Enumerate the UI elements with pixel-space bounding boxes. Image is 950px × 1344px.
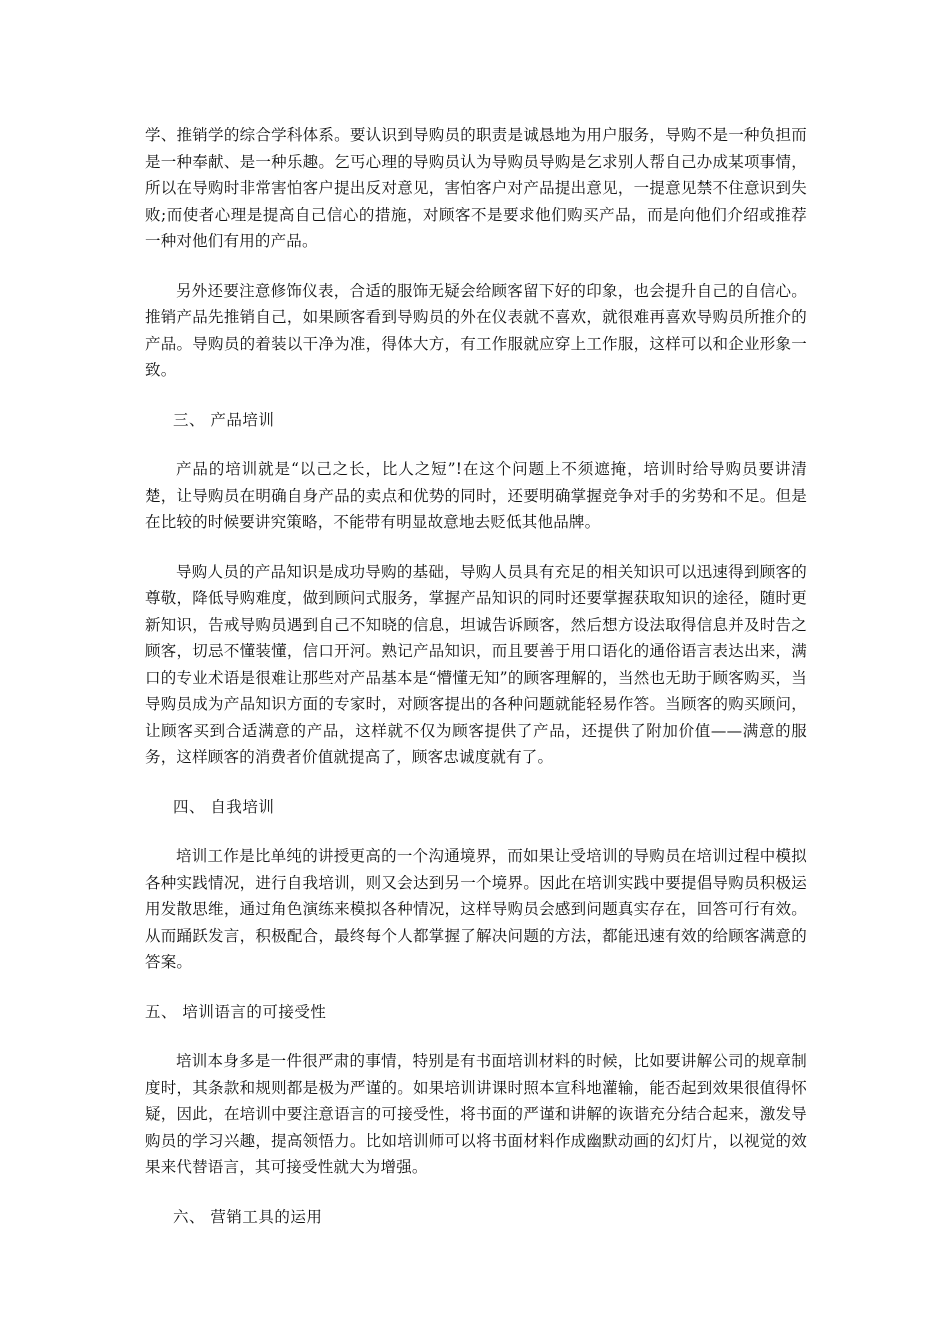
paragraph-training-language: 培训本身多是一件很严肃的事情，特别是有书面培训材料的时候，比如要讲解公司的规章制度时，其条款和规则都是极为严谨的。如果培训讲课时照本宣科地灌输，能否起到效果很值得怀疑，因此，在培训中要注意语言的可接受性，将书面的严谨和讲解的诙谐充分结合起来，激发导购员的学习兴趣，提高领悟力。比如培训师可以将书面材料作成幽默动画的幻灯片，以视觉的效果来代替语言，其可接受性就大为增强。 [145,1052,807,1176]
paragraph-product-training: 产品的培训就是“以己之长，比人之短”!在这个问题上不须遮掩，培训时给导购员要讲清楚，让导购员在明确自身产品的卖点和优势的同时，还要明确掌握竞争对手的劣势和不足。但是在比较的时候要讲究策略，不能带有明显故意地去贬低其他品牌。 [145,460,807,531]
paragraph-product-knowledge: 导购人员的产品知识是成功导购的基础，导购人员具有充足的相关知识可以迅速得到顾客的尊敬，降低导购难度，做到顾问式服务，掌握产品知识的同时还要掌握获取知识的途径，随时更新知识，告戒导购员遇到自己不知晓的信息，坦诚告诉顾客，然后想方设法取得信息并及时告之顾客，切忌不懂装懂，信口开河。熟记产品知识，而且要善于用口语化的通俗语言表达出来，满口的专业术语是很难让那些对产品基本是“懵懂无知”的顾客理解的，当然也无助于顾客购买，当导购员成为产品知识方面的专家时，对顾客提出的各种问题就能轻易作答。当顾客的购买顾问，让顾客买到合适满意的产品，这样就不仅为顾客提供了产品，还提供了附加价值——满意的服务，这样顾客的消费者价值就提高了，顾客忠诚度就有了。 [145,562,807,766]
document-body [145,122,807,1253]
paragraph-intro-continued: 学、推销学的综合学科体系。要认识到导购员的职责是诚恳地为用户服务，导购不是一种负担而是一种奉献、是一种乐趣。乞丐心理的导购员认为导购员导购是乞求别人帮自己办成某项事情，所以在导购时非常害怕客户提出反对意见，害怕客户对产品提出意见，一提意见禁不住意识到失败;而使者心理是提高自己信心的措施，对顾客不是要求他们购买产品，而是向他们介绍或推荐一种对他们有用的产品。 [145,126,807,250]
section-heading-product-training: 三、 产品培训 [173,410,275,429]
paragraph-appearance: 另外还要注意修饰仪表，合适的服饰无疑会给顾客留下好的印象，也会提升自己的自信心。推销产品先推销自己，如果顾客看到导购员的外在仪表就不喜欢，就很难再喜欢导购员所推介的产品。导购员的着装以干净为准，得体大方，有工作服就应穿上工作服，这样可以和企业形象一致。 [145,281,807,379]
section-heading-self-training: 四、 自我培训 [173,797,275,816]
section-heading-training-language: 五、 培训语言的可接受性 [145,1002,327,1021]
paragraph-self-training: 培训工作是比单纯的讲授更高的一个沟通境界，而如果让受培训的导购员在培训过程中模拟各种实践情况，进行自我培训，则又会达到另一个境界。因此在培训实践中要提倡导购员积极运用发散思维，通过角色演练来模拟各种情况，这样导购员会感到问题真实存在，回答可行有效。从而踊跃发言，积极配合，最终每个人都掌握了解决问题的方法，都能迅速有效的给顾客满意的答案。 [145,847,807,971]
section-heading-marketing-tools: 六、 营销工具的运用 [173,1207,323,1226]
